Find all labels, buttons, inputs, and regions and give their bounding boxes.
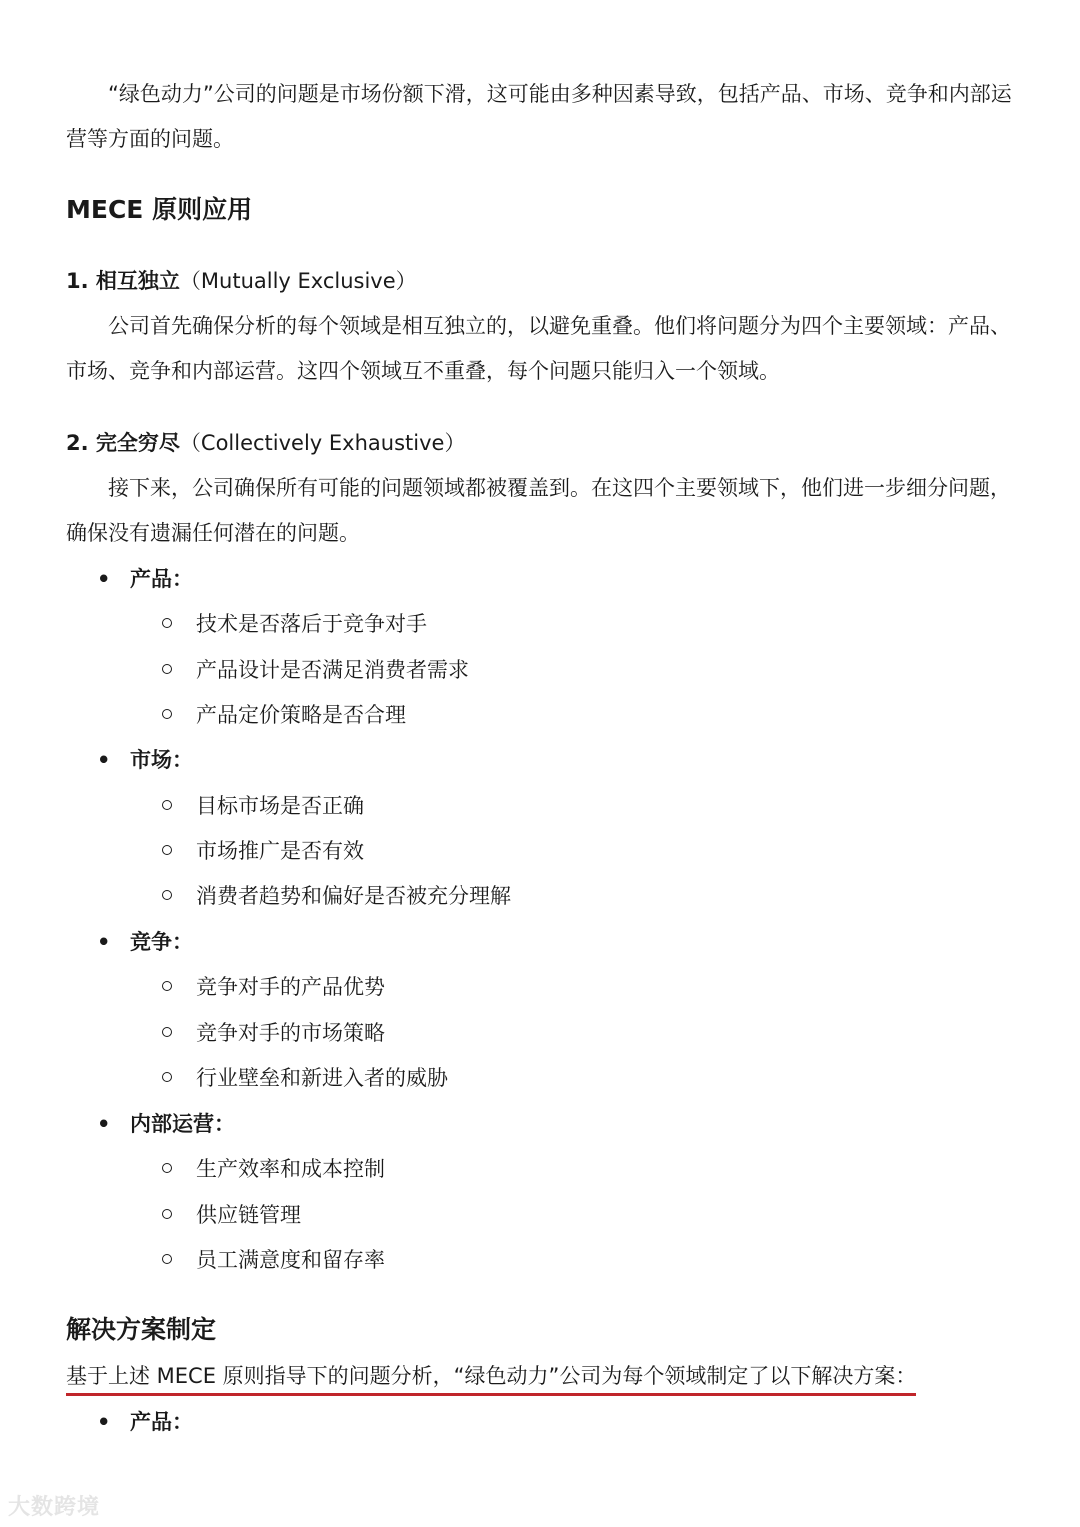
list-item: • 市场： [97, 748, 193, 772]
section1-paragraph: 公司首先确保分析的每个领域是相互独立的，以避免重叠。他们将问题分为四个主要领域：产品、市场、竞争和内部运营。这四个领域互不重叠，每个问题只能归入一个领域。 [66, 314, 1011, 383]
circle-bullet-icon [162, 664, 172, 674]
category-label: 内部运营： [130, 1112, 235, 1136]
circle-bullet-icon [162, 709, 172, 719]
section1-heading [66, 266, 417, 296]
list-item: 产品定价策略是否合理 [162, 700, 406, 730]
list-item: 竞争对手的市场策略 [162, 1018, 385, 1048]
list-item: • 产品： [97, 1410, 193, 1434]
circle-bullet-icon [162, 890, 172, 900]
category-label: 竞争： [130, 930, 193, 954]
category-label: 产品： [130, 567, 193, 591]
list-item: 目标市场是否正确 [162, 791, 364, 821]
circle-bullet-icon [162, 1027, 172, 1037]
section2-paragraph: 接下来，公司确保所有可能的问题领域都被覆盖到。在这四个主要领域下，他们进一步细分问题，确保没有遗漏任何潜在的问题。 [66, 476, 1011, 545]
section1-title-en: （Mutually Exclusive） [179, 269, 417, 293]
list-item: 行业壁垒和新进入者的威胁 [162, 1063, 448, 1093]
section2-heading [66, 428, 465, 458]
list-item: • 内部运营： [97, 1112, 235, 1136]
category-label: 市场： [130, 748, 193, 772]
circle-bullet-icon [162, 845, 172, 855]
circle-bullet-icon [162, 981, 172, 991]
circle-bullet-icon [162, 618, 172, 628]
intro-paragraph: “绿色动力”公司的问题是市场份额下滑，这可能由多种因素导致，包括产品、市场、竞争和内部运营等方面的问题。 [66, 82, 1012, 151]
circle-bullet-icon [162, 1072, 172, 1082]
list-item: 市场推广是否有效 [162, 836, 364, 866]
watermark-text: 大数跨境 [8, 1495, 101, 1520]
category-label: 产品： [130, 1410, 193, 1434]
section2-number: 2. [66, 431, 96, 455]
section1-number: 1. [66, 269, 96, 293]
section2-title-en: （Collectively Exhaustive） [179, 431, 466, 455]
list-item: 员工满意度和留存率 [162, 1245, 385, 1275]
list-item: • 竞争： [97, 930, 193, 954]
list-item: 技术是否落后于竞争对手 [162, 609, 427, 639]
list-item: • 产品： [97, 567, 193, 591]
list-item: 消费者趋势和偏好是否被充分理解 [162, 881, 511, 911]
watermark-logo [8, 1490, 100, 1521]
solution-intro-underlined: 基于上述 MECE 原则指导下的问题分析，“绿色动力”公司为每个领域制定了以下解决方案： [66, 1361, 916, 1396]
list-item: 供应链管理 [162, 1200, 301, 1230]
circle-bullet-icon [162, 1254, 172, 1264]
list-item: 产品设计是否满足消费者需求 [162, 655, 469, 685]
mece-heading: MECE 原则应用 [66, 195, 253, 224]
circle-bullet-icon [162, 1209, 172, 1219]
circle-bullet-icon [162, 1163, 172, 1173]
list-item: 生产效率和成本控制 [162, 1154, 385, 1184]
solution-heading: 解决方案制定 [66, 1315, 217, 1344]
circle-bullet-icon [162, 800, 172, 810]
list-item: 竞争对手的产品优势 [162, 972, 385, 1002]
section2-title: 完全穷尽 [95, 431, 180, 455]
section1-title: 相互独立 [95, 269, 180, 293]
